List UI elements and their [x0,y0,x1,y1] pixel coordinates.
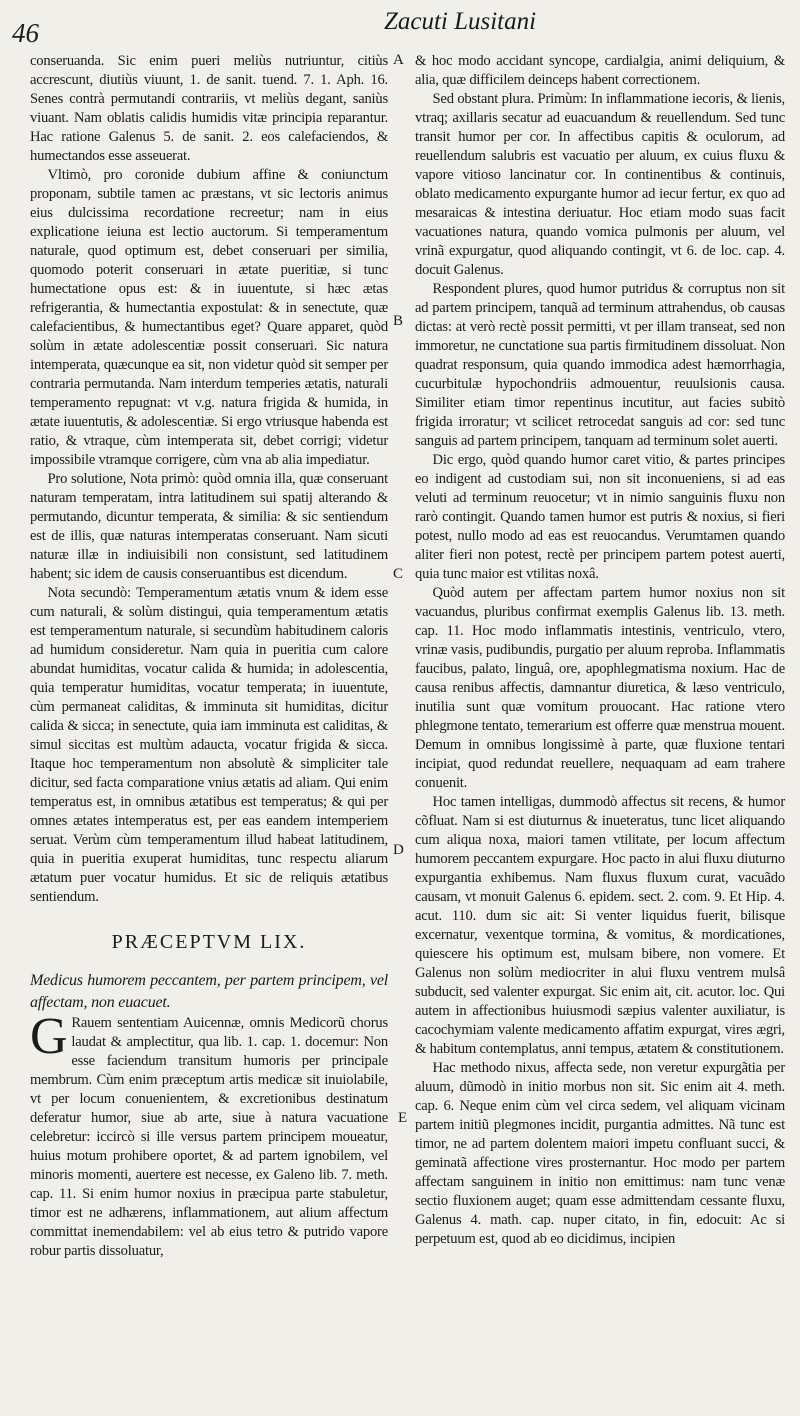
page-number: 46 [12,18,39,48]
margin-letter-d: D [393,842,404,858]
right-paragraph-1: & hoc modo accidant syncope, cardialgia, animi deliquium, & alia, quæ difficilem deinceps habent correctionem. [415,53,785,88]
running-head: Zacuti Lusitani [383,8,537,35]
right-paragraph-6: Hoc tamen intelligas, dummodò affectus sit recens, & humor cõfluat. Nam si est diuturnus & inueteratus, tunc licet aliquando cum aliqua noxa, maiori tamen vtilitate, per locum affectum humorem peccantem expurgare. Hoc pacto in alui fluxu diuturno expurgantia exhibemus. Nam fluxus fluxum curat, vacuãdo causam, vt monuit Galenus 6. epidem. sect. 2. com. 9. Et Hip. 4. acut. 110. dum sic ait: Si venter liquidus fuerit, bilisque excernatur, vexentque tormina, & vomitus, & mordicationes, quiescere his optimum est, mulsam bibere, non vomere. Et Galenus non solùm mediocriter in alui fluxu ventrem mulsâ subducit, sed valenter expurgat. Sic enim ait, cit. acutor. loc. Qui autem in affectionibus huiusmodi sæpius valenter auxiliatur, is cacochymiam valente medicamento affatim expurgat, vires ægri, & habitum contemplatus, anni tempus, ætatem & constitutionem. [415,794,785,1057]
precept-rule: Medicus humorem peccantem, per partem principem, vel affectam, non euacuet. [30,972,388,1011]
right-column [415,52,785,1249]
margin-letter-c: C [393,566,404,582]
margin-letter-e: E [398,1110,408,1126]
left-paragraph-5-text: Rauem sententiam Auicennæ, omnis Medicorũ chorus laudat & amplectitur, qua lib. 1. cap. 1. docemur: Non esse faciendum transitum humoris per principale membrum. Cùm enim præceptum artis medicæ sit inuiolabile, vt per locum conuenientem, & excretionibus destinatum deferatur humor, siue ab arte, siue à natura vacuatione celebretur: iccircò si ille versus partem principem moueatur, huius motum prohibere oportet, & ad partem ignobilem, vel minoris momenti, auertere est necesse, ex Galeno lib. 7. meth. cap. 11. Si enim humor noxius in præcipua parte stabuletur, timor est ne adhærens, inflammationem, aut alium affectum committat inemendabilem: vel ab eius tetro & putrido vapore robur partis dissoluatur, [30,1015,388,1259]
right-paragraph-5: Quòd autem per affectam partem humor noxius non sit vacuandus, pluribus confirmat exemplis Galenus lib. 13. meth. cap. 11. Hoc modo inflammatis intestinis, ventriculo, vtero, vrinæ vasis, pudibundis, purgatio per aluum reproba. Inflammatis faucibus, palato, linguâ, ore, apophlegmatisma noxium. Hac de causa renibus affectis, damnantur diuretica, & læso ventriculo, inutilia sunt quæ vomitum prouocant. Hac ratione vtero phlegmone tentato, temerarium est offerre quæ menstrua mouent. Demum in omnibus longissimè à parte, quæ fluxione tentari incipiat, quod redundat reuellere, nequaquam ad eam trahere conuenit. [415,585,785,791]
left-paragraph-4: Nota secundò: Temperamentum ætatis vnum & idem esse cum naturali, & solùm distingui, quia temperamentum ætatis est temperamentum naturale, si secundùm habitudinem caloris ad humidum consideretur. Nam quia in pueritia cum calore abundat humiditas, vocatur calida & humida; in adolescentia, quia temperatur humiditas, vocatur temperata; in iuuentute, cùm permaneat caliditas, & imminuta sit humiditas, dicitur calida & sicca; in senectute, quia iam imminuta est caliditas, & simul siccitas est multùm adaucta, vocatur frigida & sicca. Itaque hoc temperamentum non absolutè & simpliciter tale dicitur, sed facta comparatione vnius ætatis ad aliam. Qui enim temperatus est, in omnibus ætatibus est temperatus; & qui per omnes ætates intemperatus est, per eas eandem intemperiem seruat. Verùm cùm temperamentum illud habeat latitudinem, quia in pueritia exuperat humiditas, tunc respectu aliarum ætatum puer vocatur humidus. Et sic de reliquis ætatibus sentiendum. [30,585,388,905]
right-paragraph-2: Sed obstant plura. Primùm: In inflammatione iecoris, & lienis, vtraq; axillaris secatur ad euacuandum & reuellendum. Sed tunc transit humor per cor. In affectibus capitis & oculorum, ad reuellendum salubris est vacuatio per aluum, ex cuius fluxu & vapore vitioso lancinatur cor. In continentibus & continuis, oblato medicamento expurgante humor ad iecur fertur, ex quo ad mesaraicas & intestina deriuatur. Hoc etiam modo suas facit vacuationes natura, quando vomica pulmonis per aluum, vel vrinã expurgatur, quod aliquando contingit, vt 6. de loc. cap. 4. docuit Galenus. [415,91,785,278]
precept-title: PRÆCEPTVM LIX. [111,931,307,953]
left-paragraph-2: Vltimò, pro coronide dubium affine & coniunctum proponam, subtile tamen ac præstans, vt sic lectoris animus eius dulcissima recordatione recreetur; nam in eius explicatione ieiuna est lectio auctorum. Si temperamentum naturale, quod optimum est, debet conseruari per similia, quomodo poterit conseruari in ætate pueritiæ, si tunc humectatione opus est: & in iuuentute, si hæc ætas refrigerantia, & humectantia expostulat: & in senectute, quæ calefacientibus, & humectantibus eget? Quare apparet, quòd solùm in ætate adolescentiæ possit conseruari. Sic natura intemperata, quæcunque ea sit, non videtur quòd sit semper per contraria permutanda. Nam interdum temperies ætatis, naturali temperamento repugnat: vt v.g. natura frigida & humida, in ætate iuuentutis, & adolescentiæ. Si ergo vtriusque habenda est ratio, & vtraque, cùm intemperata sit, debet corrigi; videtur impossibile vtramque corrigere, cùm vna ab alia impediatur. [30,167,388,468]
left-column [30,52,388,1261]
left-paragraph-3: Pro solutione, Nota primò: quòd omnia illa, quæ conseruant naturam temperatam, intra latitudinem sui spatij alterando & permutando, dicuntur temperata, & similia: & sic sentiendum est de illis, quæ naturas intemperatas conseruant. Nam sicuti naturæ illæ in indiuisibili non consistunt, sed latitudinem habent; sic idem de causis conseruantibus est dicendum. [30,471,388,582]
right-paragraph-4: Dic ergo, quòd quando humor caret vitio, & partes principes eo indigent ad custodiam sui, non sit inconueniens, si ad eas veluti ad terminum reuocetur; vt in nimio sanguinis fluxu non rarò contingit. Quando tamen humor est putris & noxius, si fieri potest, nullo modo ad eas est reuocandus. Verumtamen quando aliter fieri non potest, rectè per principem partem potest auerti, quia tunc maior est vtilitas noxâ. [415,452,785,582]
margin-letter-b: B [393,313,404,329]
right-paragraph-7: Hac methodo nixus, affecta sede, non veretur expurgãtia per aluum, dũmodò in initio morbus non sit. Sic enim ait 4. meth. cap. 6. Neque enim cùm vel circa sedem, vel aliquam vicinam partem initiũ plegmones incidit, purgantia admittes. Nã tunc est timor, ne ad partem dolentem maiori impetu confluant succi, & geminatã affectione vires prosternantur. Hoc modo per partem affectam sanguinem in initio non emittimus: nam tunc venæ sectio fluxionem auget; quam esse admittendam cessante fluxu, Galenus 4. math. cap. nuper citato, in fin, edocuit: Ac si perpetuum est, quod ab eo dicidimus, incipien [415,1060,785,1247]
right-paragraph-3: Respondent plures, quod humor putridus & corruptus non sit ad partem principem, tanquã ad terminum attrahendus, ob causas dictas: at verò rectè possit permitti, vt per illam transeat, sed non immoretur, ne cunctatione sua partis firmitudinem dissoluat. Non quadrat responsum, quia quando immodica adest hæmorrhagia, cucurbitulæ hypochondriis admouentur, reuulsionis causa. Similiter etiam timor repentinus incutitur, aut facies subitò frigida irroratur; vt scilicet retrocedat sanguis ad cor: sed tunc sanguis ad partem principem, tanquam ad terminum solet auerti. [415,281,785,449]
left-paragraph-1: conseruanda. Sic enim pueri meliùs nutriuntur, citiùs accrescunt, diutiùs viuunt, 1. de sanit. tuend. 7. 1. Aph. 16. Senes contrà permutandi contrariis, vt meliùs degant, saniùs viuant. Nam oblatis calidis humidis vitæ principia reparantur. Hac ratione Galenus 5. de sanit. 2. eos calefaciendos, & humectandos esse asseuerat. [30,53,388,164]
drop-cap: G [30,1008,68,1065]
left-paragraph-5 [30,1008,388,1261]
margin-letter-a: A [393,52,404,68]
